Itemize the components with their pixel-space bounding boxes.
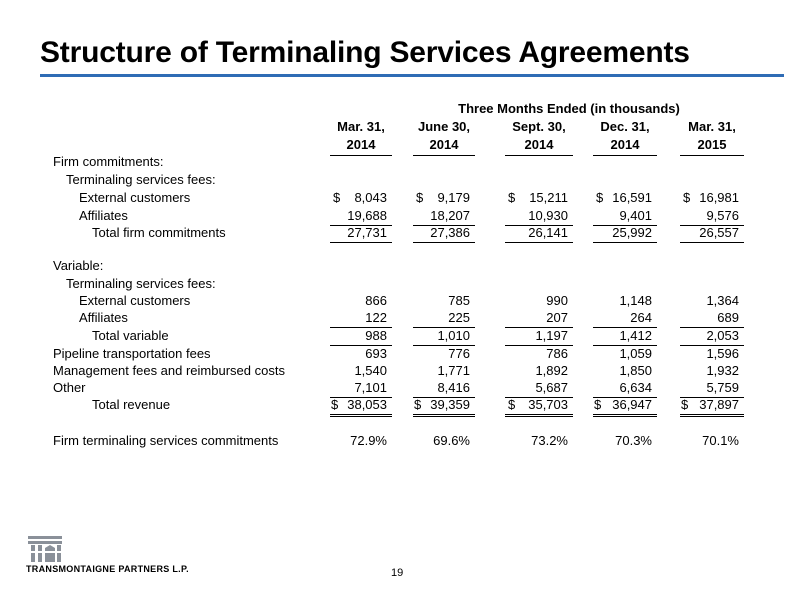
row-label: Variable: xyxy=(53,258,104,273)
cell-value: 26,557 xyxy=(699,225,739,240)
table-cell xyxy=(505,189,573,207)
row-label: Terminaling services fees: xyxy=(66,276,216,291)
column-header-line1: Dec. 31, xyxy=(600,119,650,134)
table-cell xyxy=(505,432,573,450)
column-header-3 xyxy=(505,118,573,156)
transmontaigne-logo-icon xyxy=(28,536,62,567)
cell-value: 122 xyxy=(365,310,387,325)
table-cell xyxy=(330,327,392,346)
cell-value: 9,401 xyxy=(619,208,652,223)
cell-value: 1,540 xyxy=(354,363,387,378)
cell-value: 36,947 xyxy=(612,397,652,412)
row-label: Total firm commitments xyxy=(92,225,226,240)
table-cell xyxy=(330,345,392,363)
cell-value: 69.6% xyxy=(433,433,470,448)
table-cell xyxy=(413,362,475,380)
table-cell xyxy=(680,396,744,417)
table-cell xyxy=(330,292,392,310)
table-cell xyxy=(330,362,392,380)
cell-value: 10,930 xyxy=(528,208,568,223)
row-label: Firm commitments: xyxy=(53,154,164,169)
company-name: TRANSMONTAIGNE PARTNERS L.P. xyxy=(26,564,189,574)
table-cell xyxy=(505,224,573,243)
table-row-firm-external-customers xyxy=(0,189,800,207)
table-cell xyxy=(505,345,573,363)
cell-value: 6,634 xyxy=(619,380,652,395)
cell-value: 9,576 xyxy=(706,208,739,223)
table-cell xyxy=(413,189,475,207)
cell-value: 73.2% xyxy=(531,433,568,448)
column-header-2 xyxy=(413,118,475,156)
currency-symbol: $ xyxy=(683,190,691,205)
table-row-variable-external-customers xyxy=(0,292,800,310)
cell-value: 27,386 xyxy=(430,225,470,240)
table-cell xyxy=(680,224,744,243)
cell-value: 1,771 xyxy=(437,363,470,378)
column-header-5 xyxy=(680,118,744,156)
cell-value: 26,141 xyxy=(528,225,568,240)
cell-value: 35,703 xyxy=(528,397,568,412)
cell-value: 27,731 xyxy=(347,225,387,240)
column-header-line1: Sept. 30, xyxy=(512,119,566,134)
cell-value: 786 xyxy=(546,346,568,361)
table-cell xyxy=(680,362,744,380)
column-header-line1: Mar. 31, xyxy=(688,119,736,134)
row-label: External customers xyxy=(79,190,191,205)
column-header-line2: 2015 xyxy=(697,137,727,152)
row-label: Other xyxy=(53,380,86,395)
currency-symbol: $ xyxy=(596,190,604,205)
cell-value: 1,010 xyxy=(437,328,470,343)
table-cell xyxy=(593,309,657,328)
currency-symbol: $ xyxy=(333,190,341,205)
cell-value: 18,207 xyxy=(430,208,470,223)
cell-value: 25,992 xyxy=(612,225,652,240)
table-cell xyxy=(593,292,657,310)
table-row-total-revenue xyxy=(0,396,800,414)
cell-value: 1,364 xyxy=(706,293,739,308)
currency-symbol: $ xyxy=(416,190,424,205)
currency-symbol: $ xyxy=(681,397,689,412)
column-header-line1: Mar. 31, xyxy=(337,119,385,134)
column-header-line2: 2014 xyxy=(524,137,554,152)
table-row-firm-affiliates xyxy=(0,207,800,225)
table-cell xyxy=(413,396,475,417)
cell-value: 70.3% xyxy=(615,433,652,448)
cell-value: 16,981 xyxy=(699,190,739,205)
table-row-firm-commitments-percentage xyxy=(0,432,800,450)
table-cell xyxy=(680,189,744,207)
table-cell xyxy=(413,345,475,363)
column-header-1 xyxy=(330,118,392,156)
table-cell xyxy=(593,396,657,417)
row-label: Affiliates xyxy=(79,208,128,223)
table-row-management-fees xyxy=(0,362,800,380)
column-header-line1: June 30, xyxy=(417,119,471,134)
cell-value: 72.9% xyxy=(350,433,387,448)
cell-value: 785 xyxy=(448,293,470,308)
currency-symbol: $ xyxy=(594,397,602,412)
cell-value: 15,211 xyxy=(529,190,568,205)
table-row-total-firm-commitments xyxy=(0,224,800,242)
table-cell xyxy=(413,224,475,243)
page-number: 19 xyxy=(391,567,404,579)
table-row-firm-terminaling-fees xyxy=(0,171,800,189)
cell-value: 37,897 xyxy=(699,397,739,412)
cell-value: 1,850 xyxy=(619,363,652,378)
title-rule xyxy=(40,74,784,77)
slide-title: Structure of Terminaling Services Agreements xyxy=(40,36,690,69)
cell-value: 5,687 xyxy=(535,380,568,395)
table-cell xyxy=(593,432,657,450)
table-cell xyxy=(413,309,475,328)
table-cell xyxy=(505,327,573,346)
table-row-other xyxy=(0,379,800,397)
cell-value: 39,359 xyxy=(430,397,470,412)
row-label: Pipeline transportation fees xyxy=(53,346,211,361)
table-cell xyxy=(413,432,475,450)
cell-value: 1,412 xyxy=(619,328,652,343)
table-row-variable xyxy=(0,257,800,275)
currency-symbol: $ xyxy=(414,397,422,412)
cell-value: 19,688 xyxy=(347,208,387,223)
cell-value: 8,416 xyxy=(437,380,470,395)
table-row-variable-affiliates xyxy=(0,309,800,327)
cell-value: 776 xyxy=(448,346,470,361)
column-header-line2: 2014 xyxy=(429,137,459,152)
table-cell xyxy=(330,309,392,328)
currency-symbol: $ xyxy=(508,190,516,205)
column-header-line2: 2014 xyxy=(346,137,376,152)
cell-value: 693 xyxy=(365,346,387,361)
row-label: Firm terminaling services commitments xyxy=(53,433,279,448)
cell-value: 1,596 xyxy=(706,346,739,361)
table-cell xyxy=(593,224,657,243)
cell-value: 70.1% xyxy=(702,433,739,448)
row-label: Total revenue xyxy=(92,397,171,412)
period-group-header: Three Months Ended (in thousands) xyxy=(458,101,680,116)
cell-value: 5,759 xyxy=(706,380,739,395)
table-cell xyxy=(330,396,392,417)
table-cell xyxy=(680,432,744,450)
table-cell xyxy=(680,345,744,363)
table-cell xyxy=(505,362,573,380)
cell-value: 225 xyxy=(448,310,470,325)
cell-value: 8,043 xyxy=(354,190,387,205)
cell-value: 1,059 xyxy=(619,346,652,361)
row-label: Affiliates xyxy=(79,310,128,325)
cell-value: 990 xyxy=(546,293,568,308)
cell-value: 9,179 xyxy=(437,190,470,205)
cell-value: 689 xyxy=(717,310,739,325)
table-cell xyxy=(413,292,475,310)
table-row-variable-terminaling-fees xyxy=(0,275,800,293)
table-cell xyxy=(330,189,392,207)
column-header-line2: 2014 xyxy=(610,137,640,152)
cell-value: 7,101 xyxy=(354,380,387,395)
table-cell xyxy=(593,362,657,380)
table-cell xyxy=(505,309,573,328)
table-row-firm-commitments xyxy=(0,153,800,171)
cell-value: 1,148 xyxy=(619,293,652,308)
table-cell xyxy=(413,327,475,346)
cell-value: 988 xyxy=(365,328,387,343)
table-cell xyxy=(330,224,392,243)
currency-symbol: $ xyxy=(508,397,516,412)
table-cell xyxy=(593,327,657,346)
row-label: Total variable xyxy=(92,328,169,343)
table-cell xyxy=(593,345,657,363)
table-cell xyxy=(680,327,744,346)
column-header-4 xyxy=(593,118,657,156)
table-cell xyxy=(330,432,392,450)
table-cell xyxy=(505,396,573,417)
table-cell xyxy=(680,309,744,328)
row-label: Terminaling services fees: xyxy=(66,172,216,187)
table-cell xyxy=(680,292,744,310)
table-cell xyxy=(593,189,657,207)
cell-value: 866 xyxy=(365,293,387,308)
cell-value: 1,932 xyxy=(706,363,739,378)
cell-value: 264 xyxy=(630,310,652,325)
cell-value: 38,053 xyxy=(347,397,387,412)
cell-value: 207 xyxy=(546,310,568,325)
table-cell xyxy=(505,292,573,310)
cell-value: 1,197 xyxy=(535,328,568,343)
currency-symbol: $ xyxy=(331,397,339,412)
row-label: Management fees and reimbursed costs xyxy=(53,363,285,378)
row-label: External customers xyxy=(79,293,191,308)
cell-value: 16,591 xyxy=(612,190,652,205)
cell-value: 1,892 xyxy=(535,363,568,378)
cell-value: 2,053 xyxy=(706,328,739,343)
table-row-total-variable xyxy=(0,327,800,345)
table-row-pipeline-fees xyxy=(0,345,800,363)
